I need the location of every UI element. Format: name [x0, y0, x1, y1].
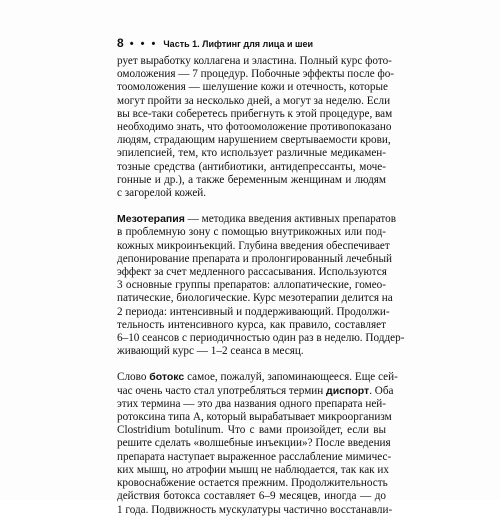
text-line: эпилепсией, тем, кто использует различные медикамен-: [117, 147, 386, 160]
term-mesotherapy: Мезотерапия: [117, 213, 185, 226]
text-line: препарата наступает выраженное расслабление мимичес-: [117, 450, 392, 463]
text-line: 1 года. Подвижность мускулатуры частично восстанавли-: [117, 503, 393, 516]
text-line: с загорелой кожей.: [117, 187, 207, 200]
text-line: [117, 213, 396, 226]
text-fragment: . Оба: [369, 384, 394, 397]
text-fragment: — методика введения активных препаратов: [184, 213, 396, 226]
text-line: рует выработку коллагена и эластина. Полный курс фото-: [117, 55, 392, 67]
term-botox: ботокс: [149, 371, 185, 384]
text-line: 3 основные группы препаратов: аллопатические, гомео-: [117, 279, 386, 292]
text-line: кожных микроинъекций. Глубина введения обеспечивает: [117, 239, 390, 252]
text-line: людям, страдающим нарушением свертываемости крови,: [117, 134, 391, 147]
text-line: 2 периода: интенсивный и поддерживающий. Продолжи-: [117, 305, 390, 318]
text-line: тозные средства (антибиотики, антидепрессанты, моче-: [117, 160, 386, 173]
text-line: Clostridium botulinum. Что с вами произойдет, если вы: [117, 424, 386, 437]
paragraph-mesotherapy: [117, 213, 405, 358]
paragraph-photorejuvenation: [117, 55, 395, 200]
page-header: [117, 36, 387, 50]
header-dots: • • •: [129, 38, 158, 50]
text-line: ротоксина типа А, который вырабатывает микроорганизм: [117, 411, 392, 424]
text-line: ких мышц, но атрофии мышц не наблюдается, так как их: [117, 463, 389, 476]
term-dysport: диспорт: [326, 384, 370, 397]
text-line: депонирование препарата и пролонгированный лечебный: [117, 252, 392, 265]
text-line: 6–10 сеансов с периодичностью один раз в неделю. Поддер-: [117, 332, 405, 345]
page-number: 8: [117, 36, 124, 50]
text-line: гонные и др.), а также беременным женщинам и людям: [117, 173, 386, 186]
text-line: патические, биологические. Курс мезотерапии делится на: [117, 292, 393, 305]
text-line: в проблемную зону с помощью внутрикожных или под-: [117, 226, 386, 239]
text-line: этих термина — это два названия одного препарата ней-: [117, 397, 386, 410]
text-line: эффект за счет медленного рассасывания. Используются: [117, 266, 387, 279]
body-text: [117, 55, 405, 517]
text-line: кровоснабжение остается прежним. Продолжительность: [117, 477, 388, 490]
running-title: Часть 1. Лифтинг для лица и шеи: [163, 39, 314, 49]
text-fragment: самое, пожалуй, запоминающееся. Еще сей-: [184, 371, 398, 384]
text-line: решите сделать «волшебные инъекции»? После введения: [117, 437, 391, 450]
text-line: омоложения — 7 процедур. Побочные эффекты после фо-: [117, 68, 395, 81]
text-line: тельность интенсивного курса, как правило, составляет: [117, 318, 386, 331]
text-fragment: час очень часто стал употребляться термин: [117, 384, 327, 397]
text-line: могут пройти за несколько дней, а могут за неделю. Если: [117, 94, 391, 107]
text-line: необходимо знать, что фотоомоложение противопоказано: [117, 121, 392, 134]
text-line: действия ботокса составляет 6–9 месяцев, иногда — до: [117, 490, 386, 503]
text-line: [117, 371, 398, 384]
text-line: живающий курс — 1–2 сеанса в месяц.: [117, 345, 304, 358]
text-line: тоомоложения — шелушение кожи и отечность, которые: [117, 81, 388, 94]
text-fragment: Слово: [117, 371, 150, 384]
paragraph-botox: [117, 371, 398, 516]
text-line: [117, 384, 394, 398]
text-line: вы все-таки соберетесь прибегнуть к этой процедуре, вам: [117, 107, 393, 120]
